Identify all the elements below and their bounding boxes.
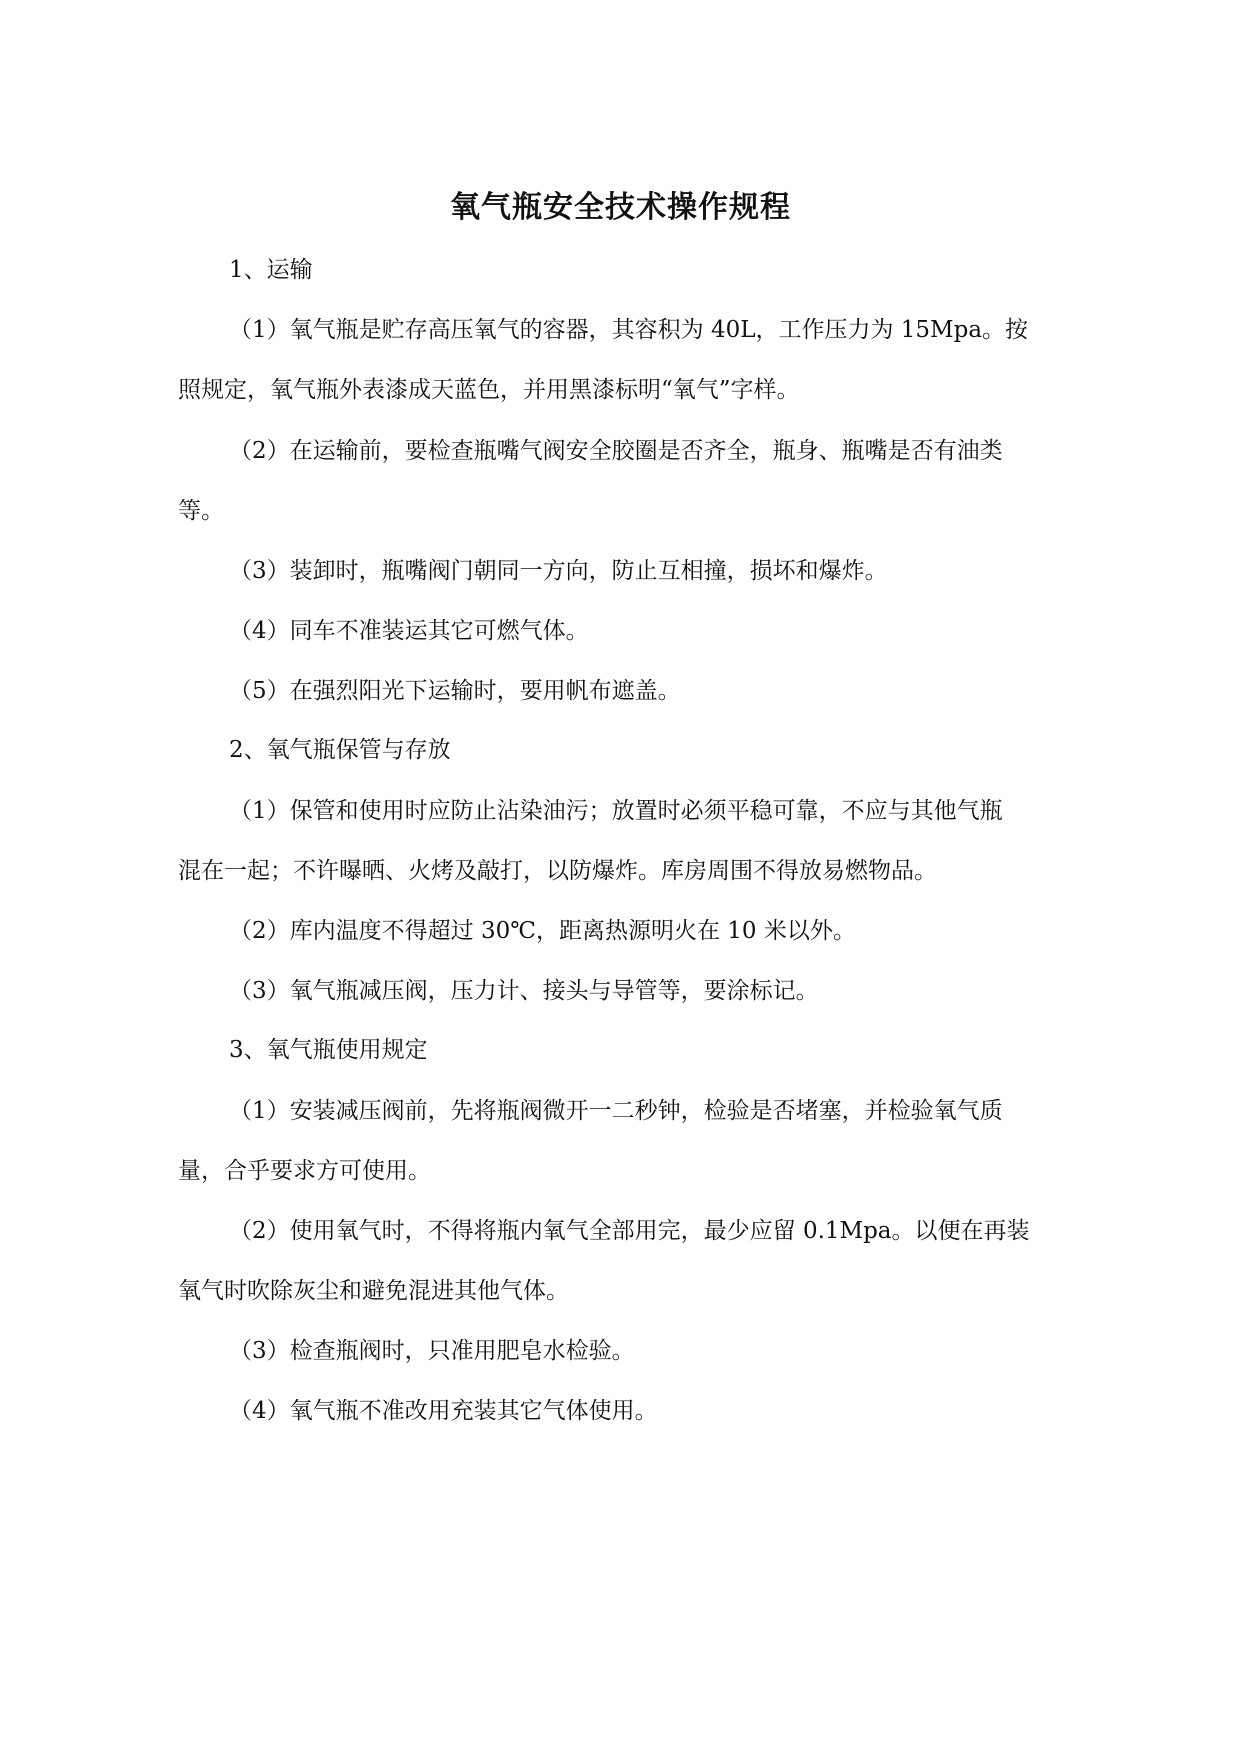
- paragraph-line: （2）库内温度不得超过 30℃，距离热源明火在 10 米以外。: [229, 918, 856, 944]
- document-title: 氧气瓶安全技术操作规程: [450, 190, 791, 225]
- paragraph-line: （4）同车不准装运其它可燃气体。: [229, 618, 589, 644]
- paragraph-line: （3）氧气瓶减压阀，压力计、接头与导管等，要涂标记。: [229, 978, 819, 1004]
- section-heading-transport: 1、运输: [229, 257, 313, 283]
- paragraph-line: （3）检查瓶阀时，只准用肥皂水检验。: [229, 1338, 635, 1364]
- paragraph-line: （1）安装减压阀前，先将瓶阀微开一二秒钟，检验是否堵塞，并检验氧气质: [229, 1098, 1003, 1124]
- paragraph-line: 混在一起；不许曝晒、火烤及敲打，以防爆炸。库房周围不得放易燃物品。: [178, 858, 937, 884]
- paragraph-line: 氧气时吹除灰尘和避免混进其他气体。: [178, 1278, 569, 1304]
- section-heading-storage: 2、氧气瓶保管与存放: [229, 737, 451, 763]
- paragraph-line: （4）氧气瓶不准改用充装其它气体使用。: [229, 1398, 658, 1424]
- paragraph-line: （1）保管和使用时应防止沾染油污；放置时必须平稳可靠，不应与其他气瓶: [229, 798, 1003, 824]
- paragraph-line: 等。: [178, 498, 224, 524]
- paragraph-line: 量，合乎要求方可使用。: [178, 1158, 431, 1184]
- paragraph-line: （2）使用氧气时，不得将瓶内氧气全部用完，最少应留 0.1Mpa。以便在再装: [229, 1218, 1030, 1244]
- paragraph-line: （2）在运输前，要检查瓶嘴气阀安全胶圈是否齐全，瓶身、瓶嘴是否有油类: [229, 438, 1003, 464]
- section-heading-usage: 3、氧气瓶使用规定: [229, 1037, 428, 1063]
- paragraph-line: （3）装卸时，瓶嘴阀门朝同一方向，防止互相撞，损坏和爆炸。: [229, 558, 888, 584]
- paragraph-line: 照规定，氧气瓶外表漆成天蓝色，并用黑漆标明“氧气”字样。: [178, 377, 800, 403]
- paragraph-line: （5）在强烈阳光下运输时，要用帆布遮盖。: [229, 678, 681, 704]
- paragraph-line: （1）氧气瓶是贮存高压氧气的容器，其容积为 40L，工作压力为 15Mpa。按: [229, 317, 1029, 343]
